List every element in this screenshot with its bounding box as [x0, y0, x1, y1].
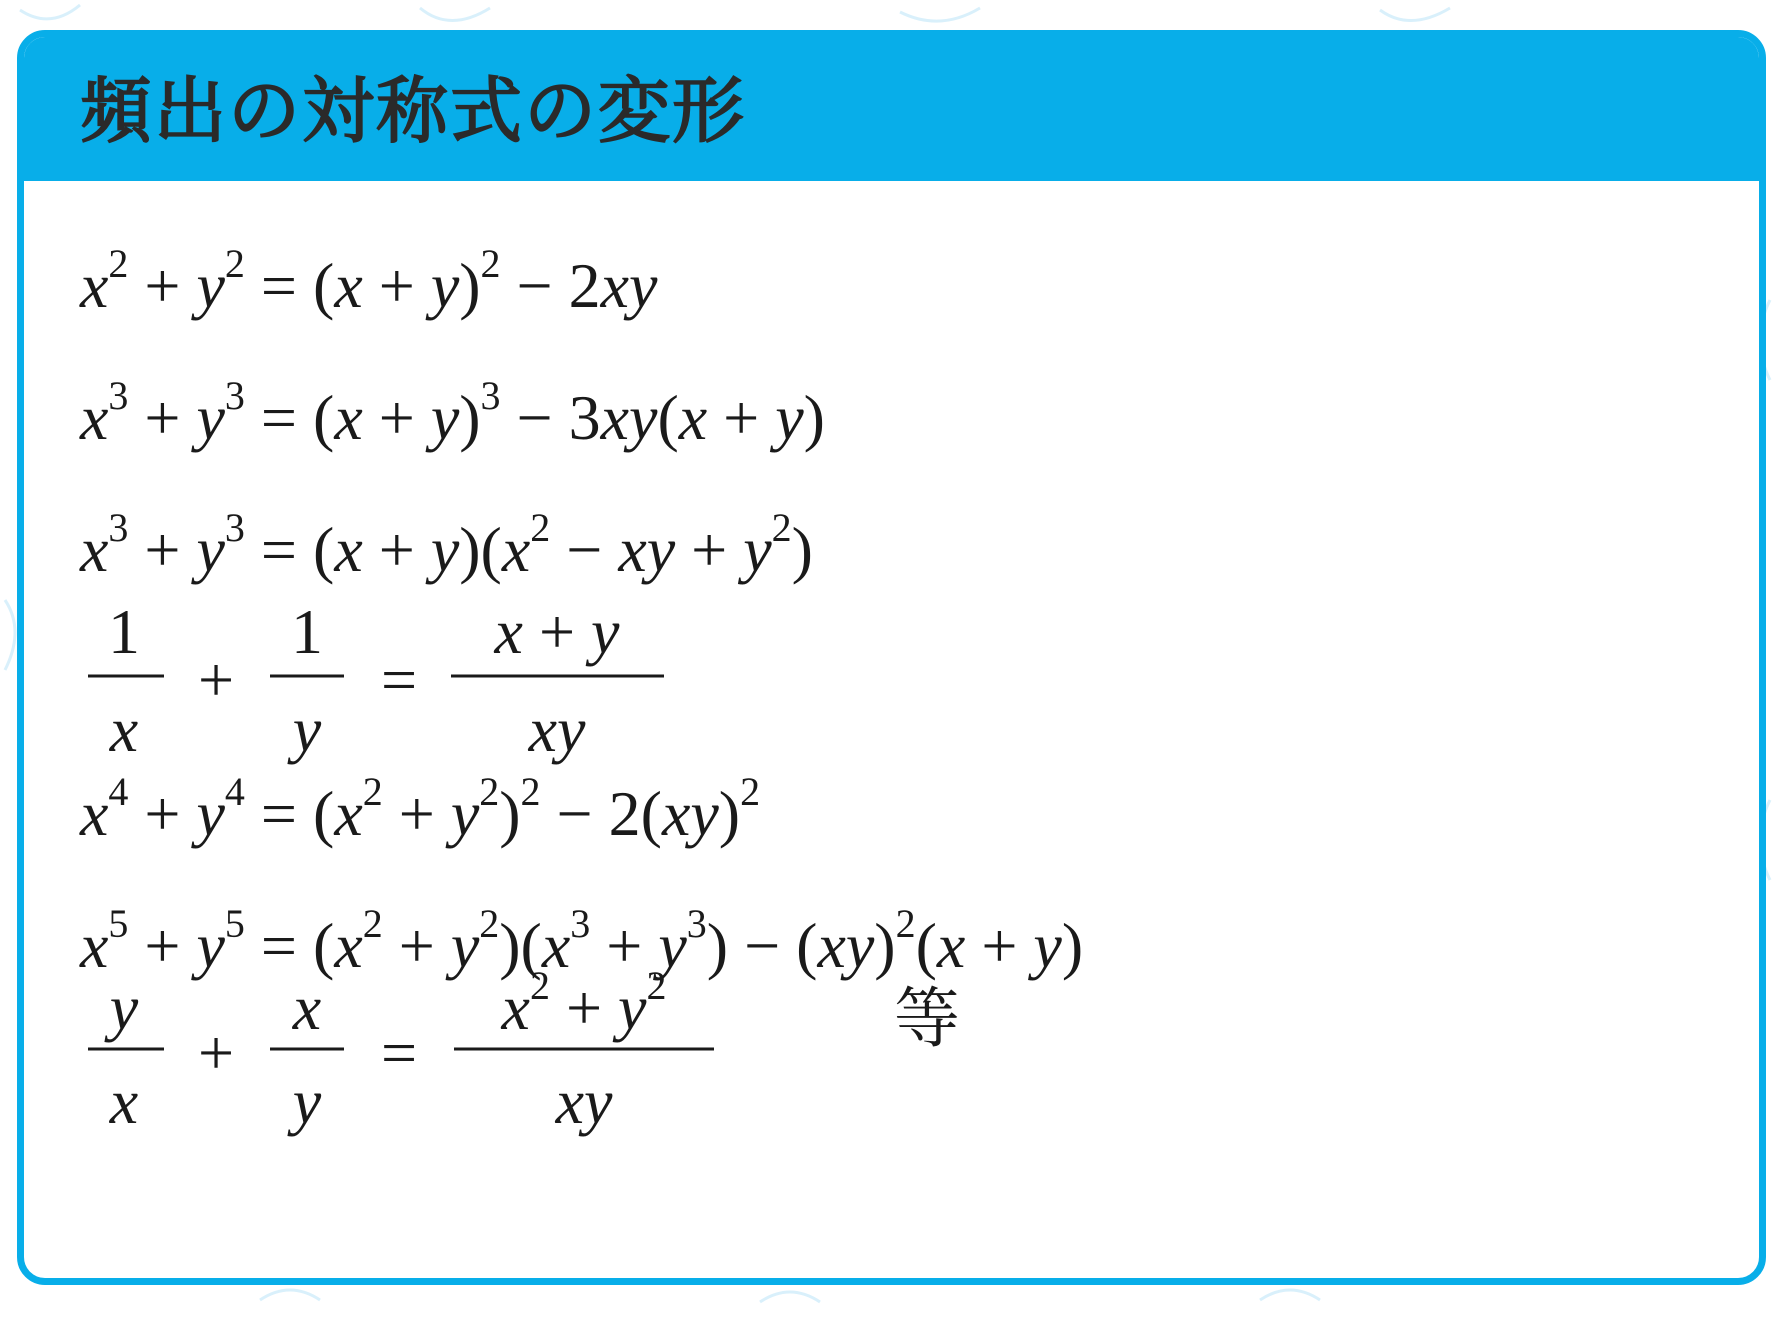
svg-text:y: y	[109, 972, 139, 1043]
svg-text:xy: xy	[528, 694, 586, 765]
card-body	[24, 181, 1759, 1278]
svg-text:y: y	[292, 1066, 322, 1137]
svg-text:x + y: x + y	[494, 596, 620, 667]
svg-text:x: x	[109, 694, 139, 765]
svg-text:+: +	[197, 1017, 235, 1088]
formula-list	[24, 181, 1759, 1271]
svg-text:x: x	[292, 972, 322, 1043]
svg-text:+: +	[197, 644, 235, 715]
svg-text:=: =	[380, 1017, 418, 1088]
formula-4	[88, 596, 664, 765]
svg-text:x5 + y5 = (x2 + y2)(x3 + y3) −: $x^5 + y^5 = (x^2 + y^2)(x^3 + y^3) - (xy)^2(x + y)$	[80, 901, 1084, 981]
formula-card	[17, 30, 1766, 1285]
formula-2	[79, 373, 825, 453]
svg-text:y: y	[292, 694, 322, 765]
svg-text:x2 + y2 = (x + y)2 − 2xy: $x^2 + y^2 = (x + y)^2 - 2xy$	[80, 241, 658, 321]
formula-5	[79, 769, 760, 849]
svg-text:xy: xy	[555, 1066, 613, 1137]
svg-text:x4 + y4 = (x2 + y2)2 − 2(xy)2: $x^4 + y^4 = (x^2 + y^2)^2 - 2(xy)^2$	[80, 769, 761, 849]
suffix-etc: 等	[894, 980, 960, 1057]
formula-1	[79, 241, 658, 321]
svg-text:x2 + y2: $x^2 + y^2$	[501, 963, 667, 1043]
svg-text:1: 1	[108, 596, 140, 667]
svg-text:x: x	[109, 1066, 139, 1137]
svg-text:x3 + y3 = (x + y)(x2 − xy + y2: $x^3 + y^3 = (x + y)(x^2$ − xy + $y^2$)	[80, 505, 813, 585]
svg-text:1: 1	[291, 596, 323, 667]
formula-3	[79, 505, 813, 585]
card-header	[24, 37, 1759, 181]
svg-text:x3 + y3 = (x + y)3 − 3xy(x + y: $x^3 + y^3 = (x + y)^3 - 3xy(x + y)$	[80, 373, 825, 453]
card-title: 頻出の対称式の変形	[80, 69, 747, 153]
formula-7	[88, 963, 714, 1137]
svg-text:=: =	[380, 644, 418, 715]
